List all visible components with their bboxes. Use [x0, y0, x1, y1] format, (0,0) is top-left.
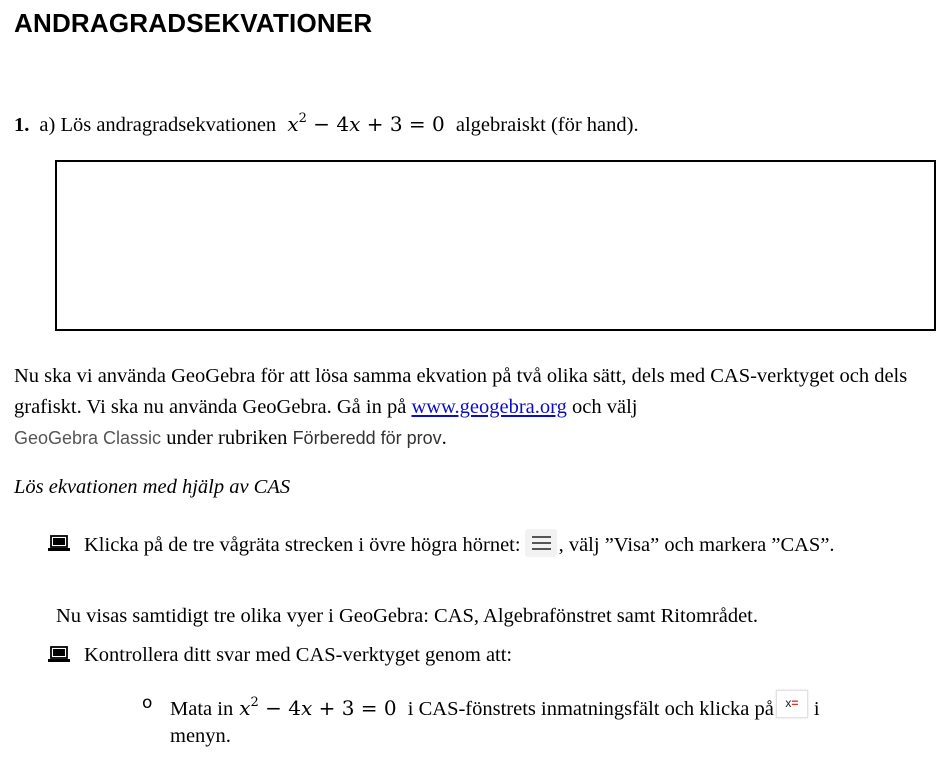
hamburger-menu-icon	[525, 529, 557, 557]
answer-box[interactable]	[55, 160, 936, 331]
geogebra-link[interactable]: www.geogebra.org	[411, 396, 567, 418]
cas-heading: Lös ekvationen med hjälp av CAS	[14, 476, 291, 498]
laptop-icon	[48, 646, 70, 663]
bullet-2-text: Kontrollera ditt svar med CAS-verktyget genom att:	[84, 644, 513, 666]
sub-bullet-equation	[239, 696, 396, 720]
equation-exponent: 2	[250, 695, 259, 710]
circle-bullet-marker: o	[142, 693, 153, 713]
intro-text-1: Nu ska vi använda GeoGebra för att lösa samma ekvation på två olika sätt, dels med CAS-verktyget och dels grafiskt. Vi ska nu använda GeoGebra. Gå in på	[14, 365, 908, 418]
question-text-before: Lös andragradsekvationen	[60, 114, 277, 136]
equation-linear-variable: x	[300, 696, 313, 720]
question-1	[14, 112, 639, 137]
page-title: ANDRAGRADSEKVATIONER	[14, 8, 373, 38]
equation-tail: + 3 = 0	[360, 112, 445, 136]
bullet-1-text	[84, 529, 888, 561]
x-equals-icon: x=	[776, 690, 808, 718]
views-line: Nu visas samtidigt tre olika vyer i GeoGebra: CAS, Algebrafönstret samt Ritområdet.	[56, 605, 758, 627]
intro-paragraph	[14, 361, 914, 454]
intro-text-2: och välj	[566, 396, 638, 418]
bullet-open-cas	[48, 529, 888, 561]
bullet-1-text-before: Klicka på de tre vågräta strecken i övre högra hörnet:	[84, 534, 521, 556]
equation-minus-term: − 4	[306, 112, 350, 136]
question-text-after: algebraiskt (för hand).	[455, 114, 639, 136]
bullet-1-text-after: , välj ”Visa” och markera ”CAS”.	[558, 534, 835, 556]
question-part: a)	[39, 114, 56, 136]
geogebra-classic-label: GeoGebra Classic	[14, 428, 162, 448]
intro-text-3: under rubriken	[161, 427, 293, 449]
question-number: 1.	[14, 114, 30, 136]
sub-bullet-text-middle: i CAS-fönstrets inmatningsfält och klicka på	[407, 698, 774, 720]
prepared-for-exam-label: Förberedd för prov	[292, 428, 442, 448]
equation-linear-variable: x	[349, 112, 361, 136]
equation	[287, 112, 444, 136]
equation-variable: x	[239, 696, 251, 720]
sub-bullet-enter-equation	[142, 690, 882, 750]
equation-exponent: 2	[298, 111, 307, 126]
equation-variable: x	[287, 112, 299, 136]
laptop-icon	[48, 535, 70, 552]
sub-bullet-text-after: i menyn.	[170, 698, 820, 747]
equation-tail: + 3 = 0	[312, 696, 397, 720]
bullet-check-answer	[48, 640, 888, 671]
sub-bullet-text	[170, 690, 882, 750]
sub-bullet-text-before: Mata in	[170, 698, 234, 720]
intro-text-4: .	[441, 427, 447, 449]
equation-minus-term: − 4	[258, 696, 301, 720]
